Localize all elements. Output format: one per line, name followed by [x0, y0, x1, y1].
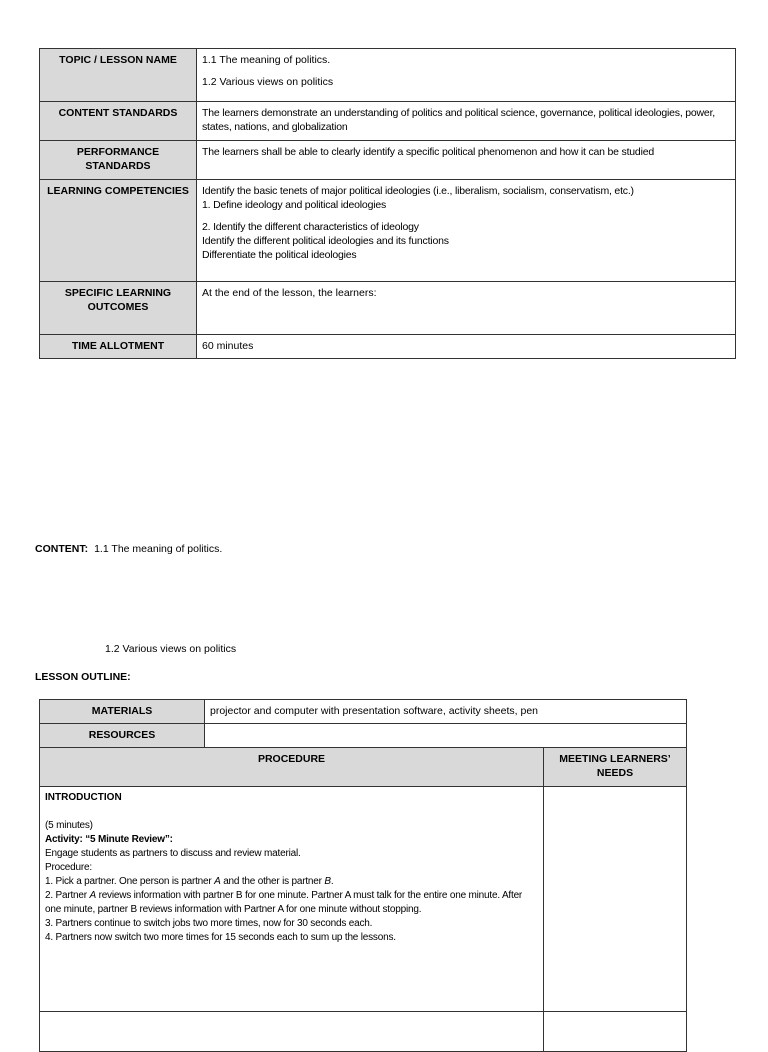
performance-standards-value: The learners shall be able to clearly identify a specific political phenomenon and how it can be studied [197, 141, 736, 180]
table-row [40, 724, 687, 748]
competency-line: Identify the different political ideologies and its functions [202, 235, 449, 247]
topic-value [197, 49, 736, 102]
topic-line-2: 1.2 Various views on politics [202, 76, 334, 88]
table-row [40, 700, 687, 724]
table-row [40, 748, 687, 787]
lesson-outline-table [39, 699, 687, 1052]
time-allotment-label: TIME ALLOTMENT [40, 335, 197, 359]
intro-procedure-label: Procedure: [45, 862, 92, 873]
competency-line: Identify the basic tenets of major political ideologies (i.e., liberalism, socialism, conservatism, etc.) [202, 185, 634, 197]
intro-step-4: 4. Partners now switch two more times for 15 seconds each to sum up the lessons. [45, 932, 396, 943]
procedure-header: PROCEDURE [40, 748, 544, 787]
intro-activity: Activity: “5 Minute Review”: [45, 834, 173, 845]
learning-competencies-label: LEARNING COMPETENCIES [40, 180, 197, 282]
content-label: CONTENT: [35, 543, 89, 555]
competency-line: Differentiate the political ideologies [202, 249, 357, 261]
specific-outcomes-label: SPECIFIC LEARNING OUTCOMES [40, 282, 197, 335]
introduction-title: INTRODUCTION [45, 792, 122, 803]
intro-step-3: 3. Partners continue to switch jobs two more times, now for 30 seconds each. [45, 918, 373, 929]
specific-outcomes-value: At the end of the lesson, the learners: [197, 282, 736, 335]
resources-value [205, 724, 687, 748]
topic-line-1: 1.1 The meaning of politics. [202, 54, 331, 66]
table-row [40, 49, 736, 102]
content-line-2: 1.2 Various views on politics [105, 643, 237, 655]
intro-step-2: 2. Partner A reviews information with partner B for one minute. Partner A must talk for the entire one minute. After one minute, partner B reviews information with Partner A for one minute without stopping. [45, 890, 523, 915]
content-standards-value: The learners demonstrate an understanding of politics and political science, governance, political ideologies, power, states, nations, and globalization [197, 102, 736, 141]
table-row [40, 141, 736, 180]
table-row [40, 102, 736, 141]
time-allotment-value: 60 minutes [197, 335, 736, 359]
lesson-outline-label: LESSON OUTLINE: [35, 671, 131, 683]
performance-standards-label: PERFORMANCE STANDARDS [40, 141, 197, 180]
lesson-info-table [39, 48, 736, 359]
topic-label: TOPIC / LESSON NAME [40, 49, 197, 102]
next-procedure-cell [40, 1012, 544, 1052]
content-standards-label: CONTENT STANDARDS [40, 102, 197, 141]
table-row [40, 787, 687, 1012]
content-line-1: 1.1 The meaning of politics. [94, 543, 223, 555]
introduction-cell [40, 787, 544, 1012]
intro-duration: (5 minutes) [45, 820, 93, 831]
learning-competencies-value [197, 180, 736, 282]
needs-header: MEETING LEARNERS’ NEEDS [544, 748, 687, 787]
table-row [40, 282, 736, 335]
next-needs-cell [544, 1012, 687, 1052]
table-row [40, 180, 736, 282]
materials-label: MATERIALS [40, 700, 205, 724]
competency-line: 1. Define ideology and political ideologies [202, 199, 387, 211]
table-row [40, 335, 736, 359]
materials-value: projector and computer with presentation software, activity sheets, pen [205, 700, 687, 724]
table-row [40, 1012, 687, 1052]
intro-step-1: 1. Pick a partner. One person is partner A and the other is partner B. [45, 876, 334, 887]
competency-line: 2. Identify the different characteristics of ideology [202, 221, 419, 233]
resources-label: RESOURCES [40, 724, 205, 748]
content-heading [35, 543, 222, 555]
intro-needs-cell [544, 787, 687, 1012]
intro-description: Engage students as partners to discuss and review material. [45, 848, 301, 859]
